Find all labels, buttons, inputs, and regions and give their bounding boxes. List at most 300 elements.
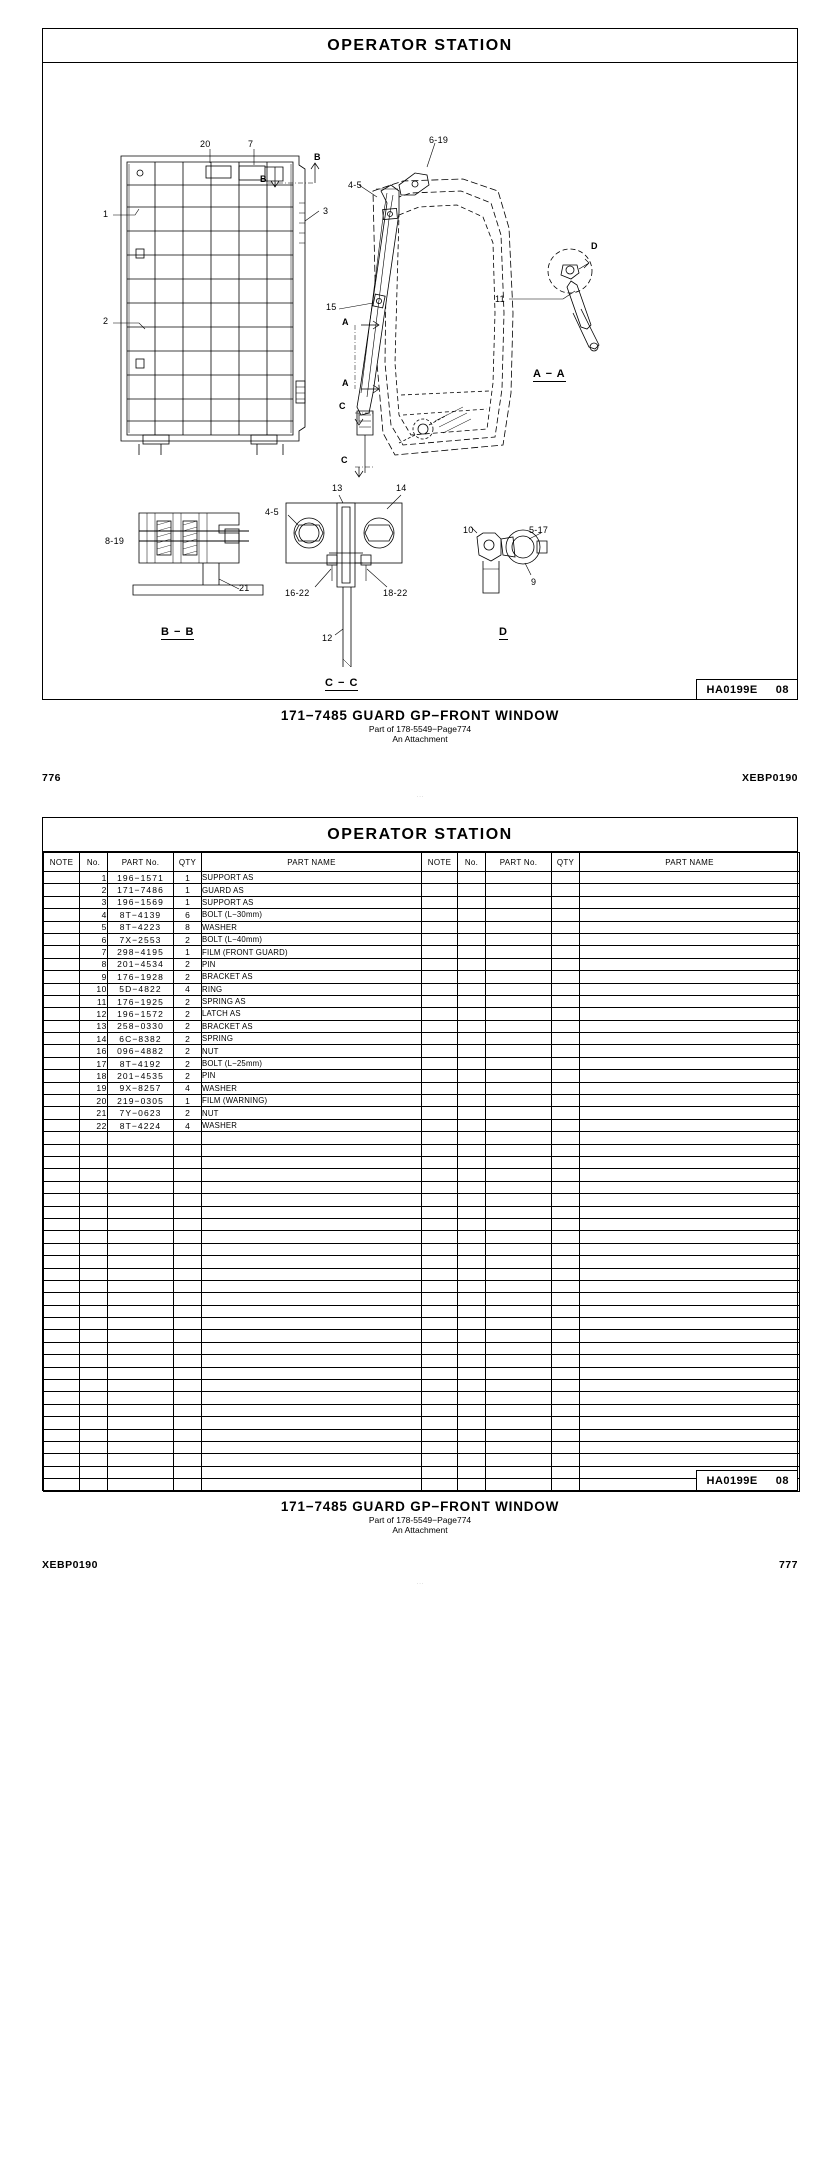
table-cell [80, 1429, 108, 1441]
table-cell [422, 896, 458, 908]
table-cell: 096−4882 [108, 1045, 174, 1057]
table-cell: 171−7486 [108, 884, 174, 896]
table-cell [422, 1206, 458, 1218]
col-qty-right: QTY [552, 853, 580, 872]
table-cell [174, 1156, 202, 1168]
table-cell [486, 884, 552, 896]
table-row [44, 872, 800, 884]
table-cell [486, 1367, 552, 1379]
table-cell: NUT [202, 1045, 422, 1057]
col-name-right: PART NAME [580, 853, 800, 872]
table-cell [44, 1417, 80, 1429]
table-cell [458, 1330, 486, 1342]
callout-label: 9 [531, 577, 537, 587]
table-cell [108, 1392, 174, 1404]
table-cell [458, 1293, 486, 1305]
callout-label: B [260, 174, 267, 184]
table-cell: PIN [202, 958, 422, 970]
table-cell: BRACKET AS [202, 971, 422, 983]
section-title-d: D [499, 626, 508, 638]
table-cell [202, 1280, 422, 1292]
callout-label: C [341, 455, 348, 465]
table-cell [486, 1342, 552, 1354]
table-cell [422, 1070, 458, 1082]
table-cell [580, 1082, 800, 1094]
table-cell [458, 1045, 486, 1057]
table-row-empty [44, 1330, 800, 1342]
table-cell [486, 1293, 552, 1305]
table-cell: 8T−4139 [108, 909, 174, 921]
table-cell [580, 1033, 800, 1045]
table-cell [80, 1206, 108, 1218]
caption-title: 171−7485 GUARD GP−FRONT WINDOW [280, 1499, 560, 1514]
table-cell [44, 909, 80, 921]
table-cell [458, 1429, 486, 1441]
table-cell [44, 1380, 80, 1392]
sheet2-code-box [696, 1470, 797, 1490]
table-cell [202, 1268, 422, 1280]
callout-label: 8-19 [105, 536, 125, 546]
table-cell: GUARD AS [202, 884, 422, 896]
table-cell [422, 1095, 458, 1107]
table-cell [422, 1305, 458, 1317]
table-cell [552, 1070, 580, 1082]
table-row [44, 971, 800, 983]
table-cell [174, 1417, 202, 1429]
caption-note: An Attachment [392, 1525, 448, 1535]
table-cell [486, 1380, 552, 1392]
page2-folio [42, 1559, 798, 1571]
table-row-empty [44, 1392, 800, 1404]
table-cell: 8T−4192 [108, 1057, 174, 1069]
table-cell [44, 1020, 80, 1032]
table-cell [202, 1355, 422, 1367]
table-cell [458, 1454, 486, 1466]
table-cell [44, 1305, 80, 1317]
table-cell: 4 [80, 909, 108, 921]
col-part-right: PART No. [486, 853, 552, 872]
table-cell [486, 1132, 552, 1144]
table-cell [422, 946, 458, 958]
table-cell [486, 1045, 552, 1057]
table-cell [202, 1144, 422, 1156]
table-cell: NUT [202, 1107, 422, 1119]
table-cell: 7X−2553 [108, 933, 174, 945]
table-cell [486, 1144, 552, 1156]
table-cell [80, 1367, 108, 1379]
table-cell: 20 [80, 1095, 108, 1107]
table-cell: 8 [174, 921, 202, 933]
table-cell [44, 1107, 80, 1119]
table-cell [552, 1008, 580, 1020]
table-cell [80, 1218, 108, 1230]
table-cell: 1 [174, 946, 202, 958]
table-cell [580, 1008, 800, 1020]
sheet2-caption [42, 1499, 798, 1535]
table-row-empty [44, 1429, 800, 1441]
table-cell [422, 1020, 458, 1032]
table-cell: 7 [80, 946, 108, 958]
table-cell [580, 884, 800, 896]
table-cell [80, 1417, 108, 1429]
table-cell [422, 1280, 458, 1292]
table-cell [174, 1429, 202, 1441]
table-cell [422, 1417, 458, 1429]
table-cell [458, 1466, 486, 1478]
table-cell [580, 1231, 800, 1243]
table-cell [44, 1169, 80, 1181]
table-cell [580, 1392, 800, 1404]
table-cell [422, 1404, 458, 1416]
table-cell [422, 1156, 458, 1168]
table-cell [486, 921, 552, 933]
table-cell [422, 1008, 458, 1020]
table-cell [552, 933, 580, 945]
table-cell [108, 1305, 174, 1317]
table-cell [202, 1454, 422, 1466]
table-cell [422, 1318, 458, 1330]
table-cell [422, 958, 458, 970]
col-no-right: No. [458, 853, 486, 872]
table-cell [580, 1144, 800, 1156]
table-cell [44, 1243, 80, 1255]
table-row [44, 958, 800, 970]
table-row [44, 909, 800, 921]
table-cell [80, 1293, 108, 1305]
table-cell [486, 995, 552, 1007]
table-cell: 2 [174, 933, 202, 945]
table-cell [44, 921, 80, 933]
table-cell [458, 995, 486, 1007]
table-cell [580, 1169, 800, 1181]
table-cell [580, 946, 800, 958]
table-cell [580, 1330, 800, 1342]
table-row-empty [44, 1417, 800, 1429]
table-cell [458, 1392, 486, 1404]
table-cell: 7Y−0623 [108, 1107, 174, 1119]
callout-label: 4-5 [265, 507, 279, 517]
table-cell [202, 1181, 422, 1193]
table-cell [458, 1020, 486, 1032]
section-title-aa: A − A [533, 368, 566, 380]
table-cell [552, 1355, 580, 1367]
table-cell [44, 1033, 80, 1045]
table-cell [486, 1231, 552, 1243]
table-cell [458, 1417, 486, 1429]
table-cell [580, 1218, 800, 1230]
table-cell [44, 1070, 80, 1082]
table-cell [44, 1256, 80, 1268]
table-cell [202, 1194, 422, 1206]
table-cell [552, 1107, 580, 1119]
table-cell [80, 1454, 108, 1466]
table-cell: WASHER [202, 1119, 422, 1131]
table-cell [44, 1095, 80, 1107]
table-cell [580, 1156, 800, 1168]
table-cell [458, 1479, 486, 1491]
table-cell [580, 1305, 800, 1317]
table-cell [44, 1466, 80, 1478]
sheet1-title: OPERATOR STATION [43, 29, 797, 63]
parts-list-sheet-2 [42, 817, 798, 1491]
table-cell [108, 1355, 174, 1367]
table-cell [486, 1107, 552, 1119]
table-cell [174, 1355, 202, 1367]
table-cell [552, 909, 580, 921]
table-cell [458, 1119, 486, 1131]
callout-label: 1 [103, 209, 109, 219]
table-cell [552, 1466, 580, 1478]
table-cell [580, 1057, 800, 1069]
table-cell [108, 1367, 174, 1379]
table-cell [552, 1256, 580, 1268]
table-cell [580, 933, 800, 945]
table-cell [580, 1318, 800, 1330]
table-cell [552, 1380, 580, 1392]
table-cell [80, 1243, 108, 1255]
table-cell [202, 1305, 422, 1317]
table-cell [552, 896, 580, 908]
table-row [44, 1082, 800, 1094]
table-cell [422, 1355, 458, 1367]
table-row [44, 995, 800, 1007]
table-cell [174, 1305, 202, 1317]
table-cell [552, 1318, 580, 1330]
table-cell: 2 [174, 1107, 202, 1119]
table-cell [422, 1392, 458, 1404]
table-cell [44, 872, 80, 884]
table-cell [44, 1119, 80, 1131]
sheet1-caption [42, 708, 798, 744]
table-cell [486, 909, 552, 921]
table-cell [458, 1380, 486, 1392]
table-row [44, 1119, 800, 1131]
folio-manual-code: XEBP0190 [742, 772, 798, 784]
table-cell [108, 1318, 174, 1330]
col-part-left: PART No. [108, 853, 174, 872]
table-cell: 5 [80, 921, 108, 933]
table-cell: 2 [174, 1033, 202, 1045]
caption-partof: Part of 178-5549−Page774 [368, 724, 472, 734]
table-row-empty [44, 1454, 800, 1466]
table-cell: 1 [174, 884, 202, 896]
table-cell: 8T−4223 [108, 921, 174, 933]
col-note-left: NOTE [44, 853, 80, 872]
table-cell [174, 1342, 202, 1354]
table-cell [486, 1330, 552, 1342]
table-cell [422, 1194, 458, 1206]
table-cell [486, 1020, 552, 1032]
table-cell [44, 1144, 80, 1156]
table-cell [80, 1479, 108, 1491]
table-cell: SUPPORT AS [202, 896, 422, 908]
table-cell [44, 983, 80, 995]
table-cell [422, 1479, 458, 1491]
callout-label: 7 [248, 139, 254, 149]
table-row [44, 983, 800, 995]
table-cell [108, 1256, 174, 1268]
table-cell [552, 1156, 580, 1168]
table-cell [580, 1367, 800, 1379]
table-cell [108, 1268, 174, 1280]
col-qty-left: QTY [174, 853, 202, 872]
table-row [44, 1070, 800, 1082]
table-cell [552, 1479, 580, 1491]
table-cell [458, 933, 486, 945]
table-cell [458, 872, 486, 884]
table-cell [44, 1132, 80, 1144]
table-cell: 298−4195 [108, 946, 174, 958]
table-cell [422, 1466, 458, 1478]
table-cell [202, 1256, 422, 1268]
table-cell: 17 [80, 1057, 108, 1069]
table-cell: 2 [174, 1020, 202, 1032]
table-cell [552, 1218, 580, 1230]
table-cell [422, 1045, 458, 1057]
table-cell [486, 1417, 552, 1429]
table-cell: 219−0305 [108, 1095, 174, 1107]
drawing-code: HA0199E [706, 1474, 758, 1487]
table-row [44, 1045, 800, 1057]
table-cell [552, 1330, 580, 1342]
table-cell: 9X−8257 [108, 1082, 174, 1094]
drawing-rev: 08 [775, 683, 789, 696]
table-cell: WASHER [202, 921, 422, 933]
table-cell [80, 1466, 108, 1478]
table-cell [486, 1305, 552, 1317]
table-cell [552, 1119, 580, 1131]
table-cell [486, 1181, 552, 1193]
table-row-empty [44, 1293, 800, 1305]
parts-table [43, 852, 800, 1492]
table-cell [486, 983, 552, 995]
table-cell: 14 [80, 1033, 108, 1045]
table-cell [552, 1243, 580, 1255]
table-cell [552, 1417, 580, 1429]
table-cell: 2 [174, 1070, 202, 1082]
table-cell [458, 1082, 486, 1094]
table-cell [552, 1194, 580, 1206]
table-cell [422, 1243, 458, 1255]
table-cell [422, 1268, 458, 1280]
table-cell [552, 1441, 580, 1453]
table-cell [458, 1057, 486, 1069]
page-1 [0, 28, 840, 799]
table-cell [202, 1243, 422, 1255]
table-cell [422, 1033, 458, 1045]
table-cell [458, 884, 486, 896]
table-cell [552, 1305, 580, 1317]
table-cell [486, 1479, 552, 1491]
table-cell [486, 1243, 552, 1255]
table-cell [80, 1169, 108, 1181]
table-cell [422, 1057, 458, 1069]
table-cell [458, 1404, 486, 1416]
table-cell [44, 1429, 80, 1441]
table-cell [552, 1454, 580, 1466]
table-cell [458, 1156, 486, 1168]
table-cell [202, 1367, 422, 1379]
table-cell [458, 1008, 486, 1020]
table-cell: 2 [174, 1008, 202, 1020]
callout-label: 14 [396, 483, 407, 493]
table-cell [580, 971, 800, 983]
table-cell [486, 1429, 552, 1441]
table-cell [80, 1305, 108, 1317]
table-cell [552, 1367, 580, 1379]
table-row-empty [44, 1144, 800, 1156]
table-row-empty [44, 1156, 800, 1168]
table-row [44, 1020, 800, 1032]
table-row-empty [44, 1441, 800, 1453]
table-cell [44, 1404, 80, 1416]
table-cell: SPRING [202, 1033, 422, 1045]
table-cell [174, 1454, 202, 1466]
table-cell [486, 872, 552, 884]
table-cell [108, 1169, 174, 1181]
table-cell [458, 1218, 486, 1230]
callout-label: 4-5 [348, 180, 362, 190]
table-row-empty [44, 1132, 800, 1144]
table-cell [174, 1169, 202, 1181]
page-2 [0, 817, 840, 1600]
callout-label: 12 [322, 633, 333, 643]
col-note-right: NOTE [422, 853, 458, 872]
table-cell: 8 [80, 958, 108, 970]
table-cell: LATCH AS [202, 1008, 422, 1020]
table-cell [486, 896, 552, 908]
table-cell: 8T−4224 [108, 1119, 174, 1131]
table-cell [552, 1342, 580, 1354]
table-cell [174, 1280, 202, 1292]
callout-label: C [339, 401, 346, 411]
table-cell [486, 1095, 552, 1107]
table-cell [44, 1045, 80, 1057]
table-cell [108, 1280, 174, 1292]
col-no-left: No. [80, 853, 108, 872]
page1-folio [42, 772, 798, 784]
table-cell [458, 1144, 486, 1156]
table-cell [458, 1169, 486, 1181]
page1-footer-mark: · · · [416, 794, 424, 799]
table-row-empty [44, 1466, 800, 1478]
table-cell [552, 1057, 580, 1069]
table-cell [202, 1293, 422, 1305]
table-cell [44, 1206, 80, 1218]
table-cell: 2 [80, 884, 108, 896]
table-cell [174, 1293, 202, 1305]
table-cell [422, 1144, 458, 1156]
table-row-empty [44, 1280, 800, 1292]
table-cell: 3 [80, 896, 108, 908]
table-cell [486, 1033, 552, 1045]
callout-label: 5-17 [529, 525, 549, 535]
table-cell [44, 1156, 80, 1168]
table-cell [80, 1355, 108, 1367]
table-cell [580, 1243, 800, 1255]
table-cell [174, 1181, 202, 1193]
table-cell [80, 1144, 108, 1156]
table-cell [174, 1194, 202, 1206]
table-cell [44, 1008, 80, 1020]
table-row-empty [44, 1355, 800, 1367]
caption-title: 171−7485 GUARD GP−FRONT WINDOW [280, 708, 560, 723]
callout-label: A [342, 378, 349, 388]
table-cell [486, 1156, 552, 1168]
table-cell [422, 1132, 458, 1144]
table-cell [422, 872, 458, 884]
table-cell [458, 1355, 486, 1367]
